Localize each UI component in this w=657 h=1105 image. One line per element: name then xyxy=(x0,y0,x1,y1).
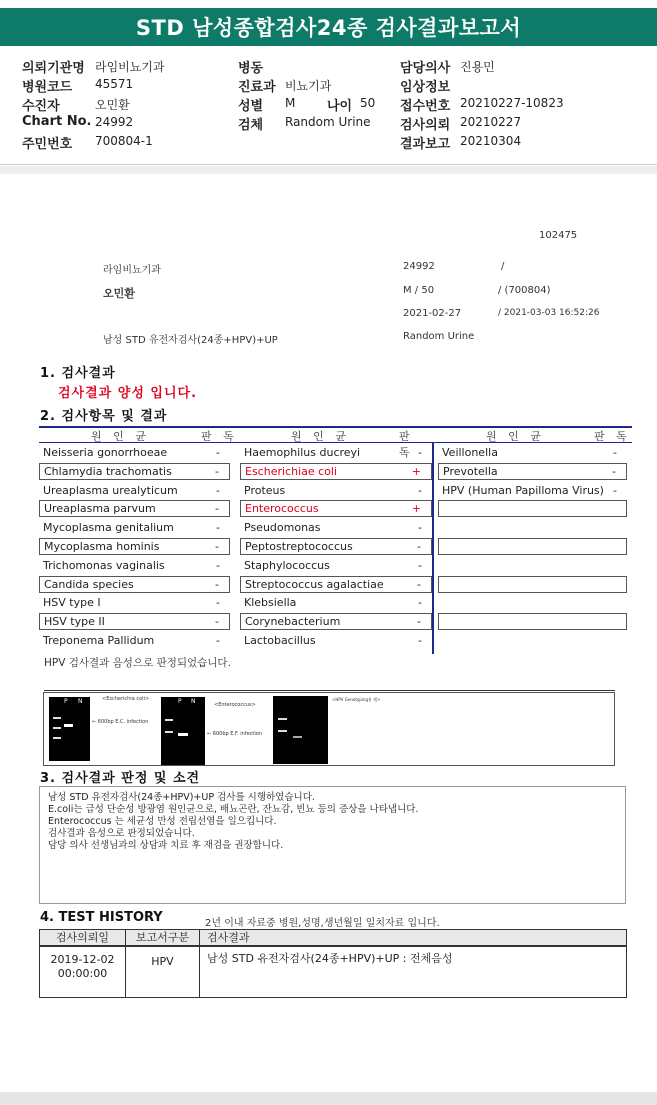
pathogen-name: Mycoplasma hominis xyxy=(44,540,160,553)
report-sex-age: M / 50 xyxy=(403,285,435,296)
result-row xyxy=(240,500,432,517)
pathogen-name: Veillonella xyxy=(442,446,498,459)
report-test-name: 남성 STD 유전자검사(24종+HPV)+UP xyxy=(103,335,278,346)
pathogen-name: HSV type I xyxy=(43,596,101,610)
label-clinic: 의뢰기관명 xyxy=(22,61,85,76)
ladder-band xyxy=(165,731,173,733)
result-row xyxy=(240,594,432,612)
pathogen-result: - xyxy=(215,464,219,478)
label-clinical-info: 임상정보 xyxy=(400,80,451,95)
label-ward: 병동 xyxy=(238,61,264,76)
opinion-line: E.coli는 급성 단순성 방광염 원인균으로, 배뇨곤란, 잔뇨감, 빈뇨 등의 증상을 나타냅니다. xyxy=(48,804,419,815)
pathogen-name: Haemophilus ducreyi xyxy=(244,446,361,459)
label-sex: 성별 xyxy=(238,99,264,114)
positive-band xyxy=(178,733,188,736)
pathogen-result: - xyxy=(418,634,422,647)
pathogen-name: Trichomonas vaginalis xyxy=(43,558,165,572)
result-row xyxy=(39,632,230,650)
page-footer xyxy=(0,1092,657,1105)
pathogen-name: Lactobacillus xyxy=(244,634,316,647)
opinion-line: 담당 의사 선생님과의 상담과 치료 후 재검을 권장합니다. xyxy=(48,840,284,851)
table-header-col1 xyxy=(39,426,239,443)
gel-image-ecoli xyxy=(49,697,90,761)
value-age: 50 xyxy=(360,96,376,110)
label-doctor: 담당의사 xyxy=(400,61,451,76)
pathogen-name: Streptococcus agalactiae xyxy=(245,577,384,591)
value-resident-no: 700804-1 xyxy=(95,134,153,148)
pathogen-result: - xyxy=(613,483,617,497)
pathogen-name: Klebsiella xyxy=(244,596,297,610)
pathogen-result: - xyxy=(418,558,422,572)
pathogen-name: Escherichiae coli xyxy=(245,464,338,478)
result-row xyxy=(240,538,432,555)
gel-band-note-ecoli: ← 600bp E.C. infection xyxy=(92,719,149,725)
label-age: 나이 xyxy=(327,99,353,114)
header-result: 판 독 xyxy=(201,430,238,443)
report-patient: 오민환 xyxy=(103,287,135,300)
result-row xyxy=(240,632,432,650)
value-doctor: 진용민 xyxy=(460,60,495,74)
pathogen-name: Corynebacterium xyxy=(245,615,341,629)
pathogen-name: Pseudomonas xyxy=(244,521,321,535)
empty-result-row xyxy=(438,538,627,555)
pathogen-result: - xyxy=(418,521,422,535)
history-note: 2년 이내 자료중 병원,성명,생년월일 일치자료 입니다. xyxy=(205,918,440,929)
pathogen-result: - xyxy=(215,502,219,516)
pathogen-name: Treponema Pallidum xyxy=(43,634,155,647)
result-row xyxy=(438,444,627,462)
ladder-band xyxy=(278,718,287,720)
pathogen-result: - xyxy=(613,446,617,459)
result-row xyxy=(39,482,230,500)
pathogen-result: - xyxy=(418,596,422,610)
pathogen-result: - xyxy=(216,596,220,610)
gel-image-strip xyxy=(43,692,615,766)
pathogen-name: HPV (Human Papilloma Virus) xyxy=(442,483,604,497)
report-id: / (700804) xyxy=(498,285,551,296)
result-row xyxy=(240,519,432,537)
column-divider xyxy=(432,442,434,654)
header-pathogen: 원 인 균 xyxy=(91,430,150,443)
report-code: 102475 xyxy=(539,230,578,241)
result-row xyxy=(438,463,627,480)
pathogen-result: - xyxy=(216,483,220,497)
opinion-line: 검사결과 음성으로 판정되었습니다. xyxy=(48,828,195,839)
value-chart-no: 24992 xyxy=(95,115,134,129)
result-row xyxy=(240,613,432,630)
pathogen-name: Chlamydia trachomatis xyxy=(44,464,172,478)
pathogen-result: - xyxy=(418,483,422,497)
gel-image-hpv xyxy=(273,696,328,764)
pathogen-name: Ureaplasma parvum xyxy=(44,502,156,516)
value-clinic: 라임비뇨기과 xyxy=(95,60,165,74)
label-patient: 수진자 xyxy=(22,99,60,114)
pathogen-name: Prevotella xyxy=(443,464,498,478)
result-row xyxy=(39,576,230,593)
history-type: HPV xyxy=(125,946,200,998)
pathogen-result: - xyxy=(215,577,219,591)
pathogen-result: - xyxy=(417,615,421,629)
ladder-band xyxy=(53,717,61,719)
gel-label-ecoli: <Escherichia coli> xyxy=(102,696,150,702)
pathogen-result: + xyxy=(411,502,421,516)
section-4-title: 4. TEST HISTORY xyxy=(40,910,163,925)
value-receipt-no: 20210227-10823 xyxy=(460,96,564,110)
section-2-title: 2. 검사항목 및 결과 xyxy=(40,409,168,424)
value-request-date: 20210227 xyxy=(460,115,522,129)
overall-result: 검사결과 양성 입니다. xyxy=(58,386,198,401)
table-header-col3 xyxy=(434,426,632,443)
patient-header xyxy=(0,48,657,165)
result-row xyxy=(240,576,432,593)
pathogen-name: Ureaplasma urealyticum xyxy=(43,483,178,497)
value-department: 비뇨기과 xyxy=(285,79,332,93)
report-specimen: Random Urine xyxy=(403,331,475,342)
report-chart: 24992 xyxy=(403,261,435,272)
header-result: 판 독 xyxy=(399,430,414,459)
empty-result-row xyxy=(438,576,627,593)
result-row xyxy=(438,482,627,500)
result-row xyxy=(39,463,230,480)
opinion-box xyxy=(39,786,626,904)
pathogen-name: HSV type II xyxy=(44,615,105,629)
result-row xyxy=(39,613,230,630)
pathogen-result: - xyxy=(215,540,219,553)
lane-n: N xyxy=(191,698,196,705)
label-resident-no: 주민번호 xyxy=(22,137,73,152)
report-slash: / xyxy=(501,261,505,272)
label-specimen: 검체 xyxy=(238,118,264,133)
pathogen-result: - xyxy=(216,446,220,459)
report-clinic: 라임비뇨기과 xyxy=(103,265,161,276)
header-result: 판 독 xyxy=(594,430,631,443)
lane-n: N xyxy=(78,698,83,705)
history-time: 00:00:00 xyxy=(57,967,108,980)
value-patient: 오민환 xyxy=(95,98,130,112)
empty-result-row xyxy=(438,500,627,517)
pathogen-name: Staphylococcus xyxy=(244,558,330,572)
ladder-band xyxy=(165,719,173,721)
result-row xyxy=(39,519,230,537)
section-3-title: 3. 검사결과 판정 및 소견 xyxy=(40,771,201,786)
pathogen-result: - xyxy=(417,540,421,553)
ladder-band xyxy=(53,727,61,729)
history-result: 남성 STD 유전자검사(24종+HPV)+UP : 전체음성 xyxy=(199,946,627,998)
pathogen-name: Peptostreptococcus xyxy=(245,540,353,553)
report-date-reported: / 2021-03-03 16:52:26 xyxy=(498,308,600,318)
pathogen-name: Enterococcus xyxy=(245,502,319,516)
empty-result-row xyxy=(438,613,627,630)
gel-image-enterococcus xyxy=(161,697,205,765)
page-divider xyxy=(0,166,657,174)
opinion-line: Enterococcus 는 세균성 만성 전립선염을 일으킵니다. xyxy=(48,816,277,827)
label-report-date: 결과보고 xyxy=(400,137,451,152)
history-date-cell xyxy=(39,946,126,998)
history-date: 2019-12-02 xyxy=(50,953,115,966)
value-hospital-code: 45571 xyxy=(95,77,134,91)
report-title: STD 남성종합검사24종 검사결과보고서 xyxy=(0,8,657,46)
result-row xyxy=(39,444,230,462)
result-row xyxy=(39,594,230,612)
value-specimen: Random Urine xyxy=(285,115,371,129)
section-1-title: 1. 검사결과 xyxy=(40,366,116,381)
result-row xyxy=(240,463,432,480)
history-header-type: 보고서구분 xyxy=(125,929,200,946)
history-header-result: 검사결과 xyxy=(199,929,627,946)
pathogen-result: - xyxy=(417,577,421,591)
label-chart-no: Chart No. xyxy=(22,114,92,129)
label-department: 진료과 xyxy=(238,80,276,95)
result-row xyxy=(39,538,230,555)
label-hospital-code: 병원코드 xyxy=(22,80,73,95)
header-pathogen: 원 인 균 xyxy=(291,430,350,443)
pathogen-result: - xyxy=(418,446,422,459)
positive-band xyxy=(64,724,73,727)
header-pathogen: 원 인 균 xyxy=(486,430,545,443)
pathogen-result: - xyxy=(216,521,220,535)
pathogen-name: Mycoplasma genitalium xyxy=(43,521,174,535)
label-receipt-no: 접수번호 xyxy=(400,99,451,114)
pathogen-result: - xyxy=(215,615,219,629)
history-header-date: 검사의뢰일 xyxy=(39,929,126,946)
pathogen-result: - xyxy=(216,558,220,572)
ladder-band xyxy=(278,730,287,732)
opinion-line: 남성 STD 유전자검사(24종+HPV)+UP 검사를 시행하였습니다. xyxy=(48,792,315,803)
value-report-date: 20210304 xyxy=(460,134,522,148)
gel-label-hpv: <HPV Genotyping용 젤> xyxy=(332,697,381,702)
pathogen-result: + xyxy=(411,464,421,478)
pathogen-name: Candida species xyxy=(44,577,134,591)
pathogen-result: - xyxy=(216,634,220,647)
gel-top-line xyxy=(44,690,615,691)
pathogen-name: Proteus xyxy=(244,483,286,497)
lane-p: P xyxy=(64,698,68,705)
pathogen-name: Neisseria gonorrhoeae xyxy=(43,446,168,459)
hpv-note: HPV 검사결과 음성으로 판정되었습니다. xyxy=(44,657,231,669)
result-row xyxy=(39,500,230,517)
result-row xyxy=(240,557,432,575)
gel-label-enterococcus: <Enterococcus> xyxy=(214,702,256,708)
report-date-received: 2021-02-27 xyxy=(403,308,462,319)
label-request-date: 검사의뢰 xyxy=(400,118,451,133)
result-row xyxy=(240,444,432,462)
lane-p: P xyxy=(178,698,182,705)
gel-band-note-ef: ← 600bp E.F. infection xyxy=(207,731,262,737)
ladder-band xyxy=(53,737,61,739)
result-row xyxy=(240,482,432,500)
result-row xyxy=(39,557,230,575)
value-sex: M xyxy=(285,96,296,110)
sample-band xyxy=(293,736,302,738)
pathogen-result: - xyxy=(612,464,616,478)
